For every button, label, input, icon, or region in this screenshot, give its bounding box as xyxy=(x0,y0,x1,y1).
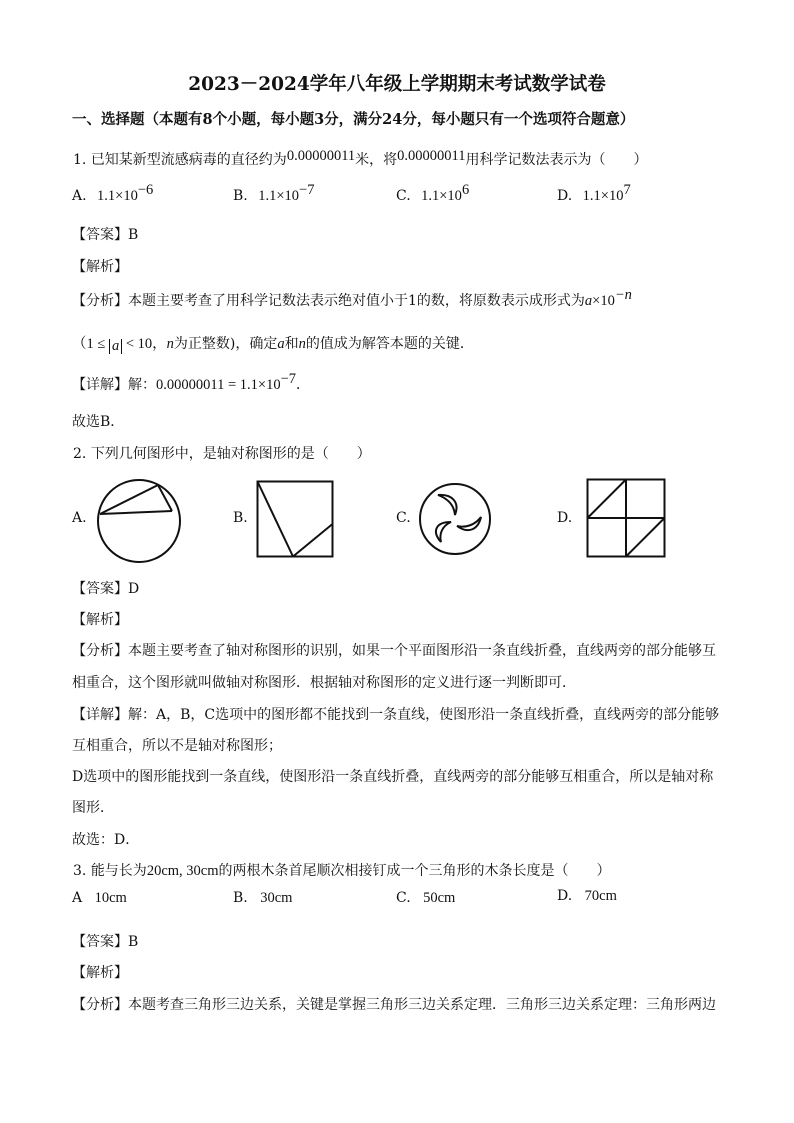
option-a-label: A. xyxy=(72,510,87,526)
option-value: 30cm xyxy=(260,890,293,906)
math-expression: （1 ≤ xyxy=(72,336,109,352)
option-value: 10cm xyxy=(94,890,127,906)
math-expression: < 10， xyxy=(122,336,167,352)
option-exponent: 7 xyxy=(623,182,631,198)
question-text: 的两根木条首尾顺次相接钉成一个三角形的木条长度是（ ） xyxy=(218,863,611,879)
question-3 xyxy=(73,860,611,880)
analysis-sentence: 【分析】本题主要考查了用科学记数法表示绝对值小于1的数，将原数表示成形式为 xyxy=(72,293,585,309)
option-label: B. xyxy=(233,890,248,906)
math-expression: ×10 xyxy=(592,293,615,309)
option-exponent: −6 xyxy=(137,182,154,198)
option-value: 1.1×10 xyxy=(421,188,462,204)
choice-conclusion: 故选：D． xyxy=(72,832,140,848)
analysis-sentence: 的值成为解答本题的关键． xyxy=(305,336,474,352)
detail-text: D选项中的图形能找到一条直线，使图形沿一条直线折叠，直线两旁的部分能够互相重合，所以是轴对称 xyxy=(72,769,714,785)
question-number: 2. xyxy=(73,446,87,462)
option-label: C. xyxy=(396,890,411,906)
detail-text: 【详解】解：A，B，C选项中的图形都不能找到一条直线，使图形沿一条直线折叠，直线两旁的部分能够 xyxy=(72,707,720,723)
detail-label: 【详解】解： xyxy=(72,377,156,393)
option-b xyxy=(233,182,315,205)
option-d xyxy=(557,182,631,205)
math-expression: 20cm, 30cm xyxy=(146,863,219,879)
option-b xyxy=(233,890,292,907)
option-exponent: 6 xyxy=(461,182,470,198)
figure-d-grid-square xyxy=(586,478,666,558)
section-heading: 一、选择题（本题有8个小题，每小题3分，满分24分，每小题只有一个选项符合题意） xyxy=(72,111,635,128)
choice-conclusion: 故选B． xyxy=(72,414,125,430)
option-c xyxy=(396,182,470,205)
math-value: 0.00000011 xyxy=(397,148,466,164)
punctuation: ． xyxy=(296,377,311,393)
analysis-sentence: 为正整数)，确定 xyxy=(173,336,278,352)
math-variable: a xyxy=(277,336,285,352)
analysis-text: 【分析】本题考查三角形三边关系，关键是掌握三角形三边关系定理．三角形三边关系定理：三角形两边 xyxy=(72,997,716,1013)
question-1 xyxy=(73,148,648,169)
option-value: 1.1×10 xyxy=(582,188,624,204)
option-b-label: B. xyxy=(233,510,248,526)
question-text: 用科学记数法表示为（ ） xyxy=(465,152,648,168)
option-value: 1.1×10 xyxy=(97,188,138,204)
math-abs-value: a xyxy=(109,339,122,354)
math-value: 0.00000011 xyxy=(286,148,356,164)
option-value: 1.1×10 xyxy=(258,188,300,204)
analysis-label: 【解析】 xyxy=(72,259,128,275)
figure-a-circle-chords xyxy=(96,478,182,564)
option-a xyxy=(72,890,127,907)
analysis-label: 【解析】 xyxy=(72,612,128,628)
detail-text xyxy=(72,371,311,394)
figure-c-swirl-circle xyxy=(418,482,492,556)
figure-b-square-lines xyxy=(256,480,334,558)
question-text: 已知某新型流感病毒的直径约为 xyxy=(90,152,287,168)
analysis-text xyxy=(72,287,632,310)
option-value: 70cm xyxy=(584,888,617,904)
question-number: 3. xyxy=(73,863,87,879)
answer-label: 【答案】D xyxy=(72,581,140,597)
option-label: A xyxy=(72,890,83,906)
analysis-sentence: 和 xyxy=(284,336,299,352)
analysis-text: 相重合，这个图形就叫做轴对称图形．根据轴对称图形的定义进行逐一判断即可． xyxy=(72,675,576,691)
option-label: D. xyxy=(557,888,573,904)
math-variable: n xyxy=(298,336,306,352)
option-label: C. xyxy=(396,188,411,204)
math-variable: a xyxy=(584,293,593,309)
option-label: A. xyxy=(72,188,87,204)
math-variable: n xyxy=(166,336,174,352)
analysis-label: 【解析】 xyxy=(72,965,128,981)
option-label: D. xyxy=(557,188,573,204)
question-text: 能与长为 xyxy=(90,863,147,879)
page-title: 2023－2024学年八年级上学期期末考试数学试卷 xyxy=(188,74,606,95)
math-exponent: −n xyxy=(614,287,632,303)
option-c xyxy=(396,890,455,907)
option-d xyxy=(557,888,617,905)
math-exponent: −7 xyxy=(280,371,297,387)
option-exponent: −7 xyxy=(299,182,315,198)
option-c-label: C. xyxy=(396,510,411,526)
detail-text: 图形． xyxy=(72,800,114,816)
detail-text: 互相重合，所以不是轴对称图形； xyxy=(72,738,282,754)
answer-label: 【答案】B xyxy=(72,934,139,950)
analysis-text: 【分析】本题主要考查了轴对称图形的识别，如果一个平面图形沿一条直线折叠，直线两旁的部分能够互 xyxy=(72,643,716,659)
option-label: B. xyxy=(233,188,248,204)
analysis-condition xyxy=(72,332,474,354)
question-number: 1. xyxy=(73,152,87,168)
question-text: 下列几何图形中，是轴对称图形的是（ ） xyxy=(90,446,371,462)
question-2 xyxy=(73,443,371,463)
question-text: 米，将 xyxy=(355,152,398,168)
answer-label: 【答案】B xyxy=(72,227,139,243)
option-a xyxy=(72,182,154,205)
option-d-label: D. xyxy=(557,510,573,526)
option-value: 50cm xyxy=(423,890,456,906)
math-expression: 0.00000011 = 1.1×10 xyxy=(156,377,281,393)
